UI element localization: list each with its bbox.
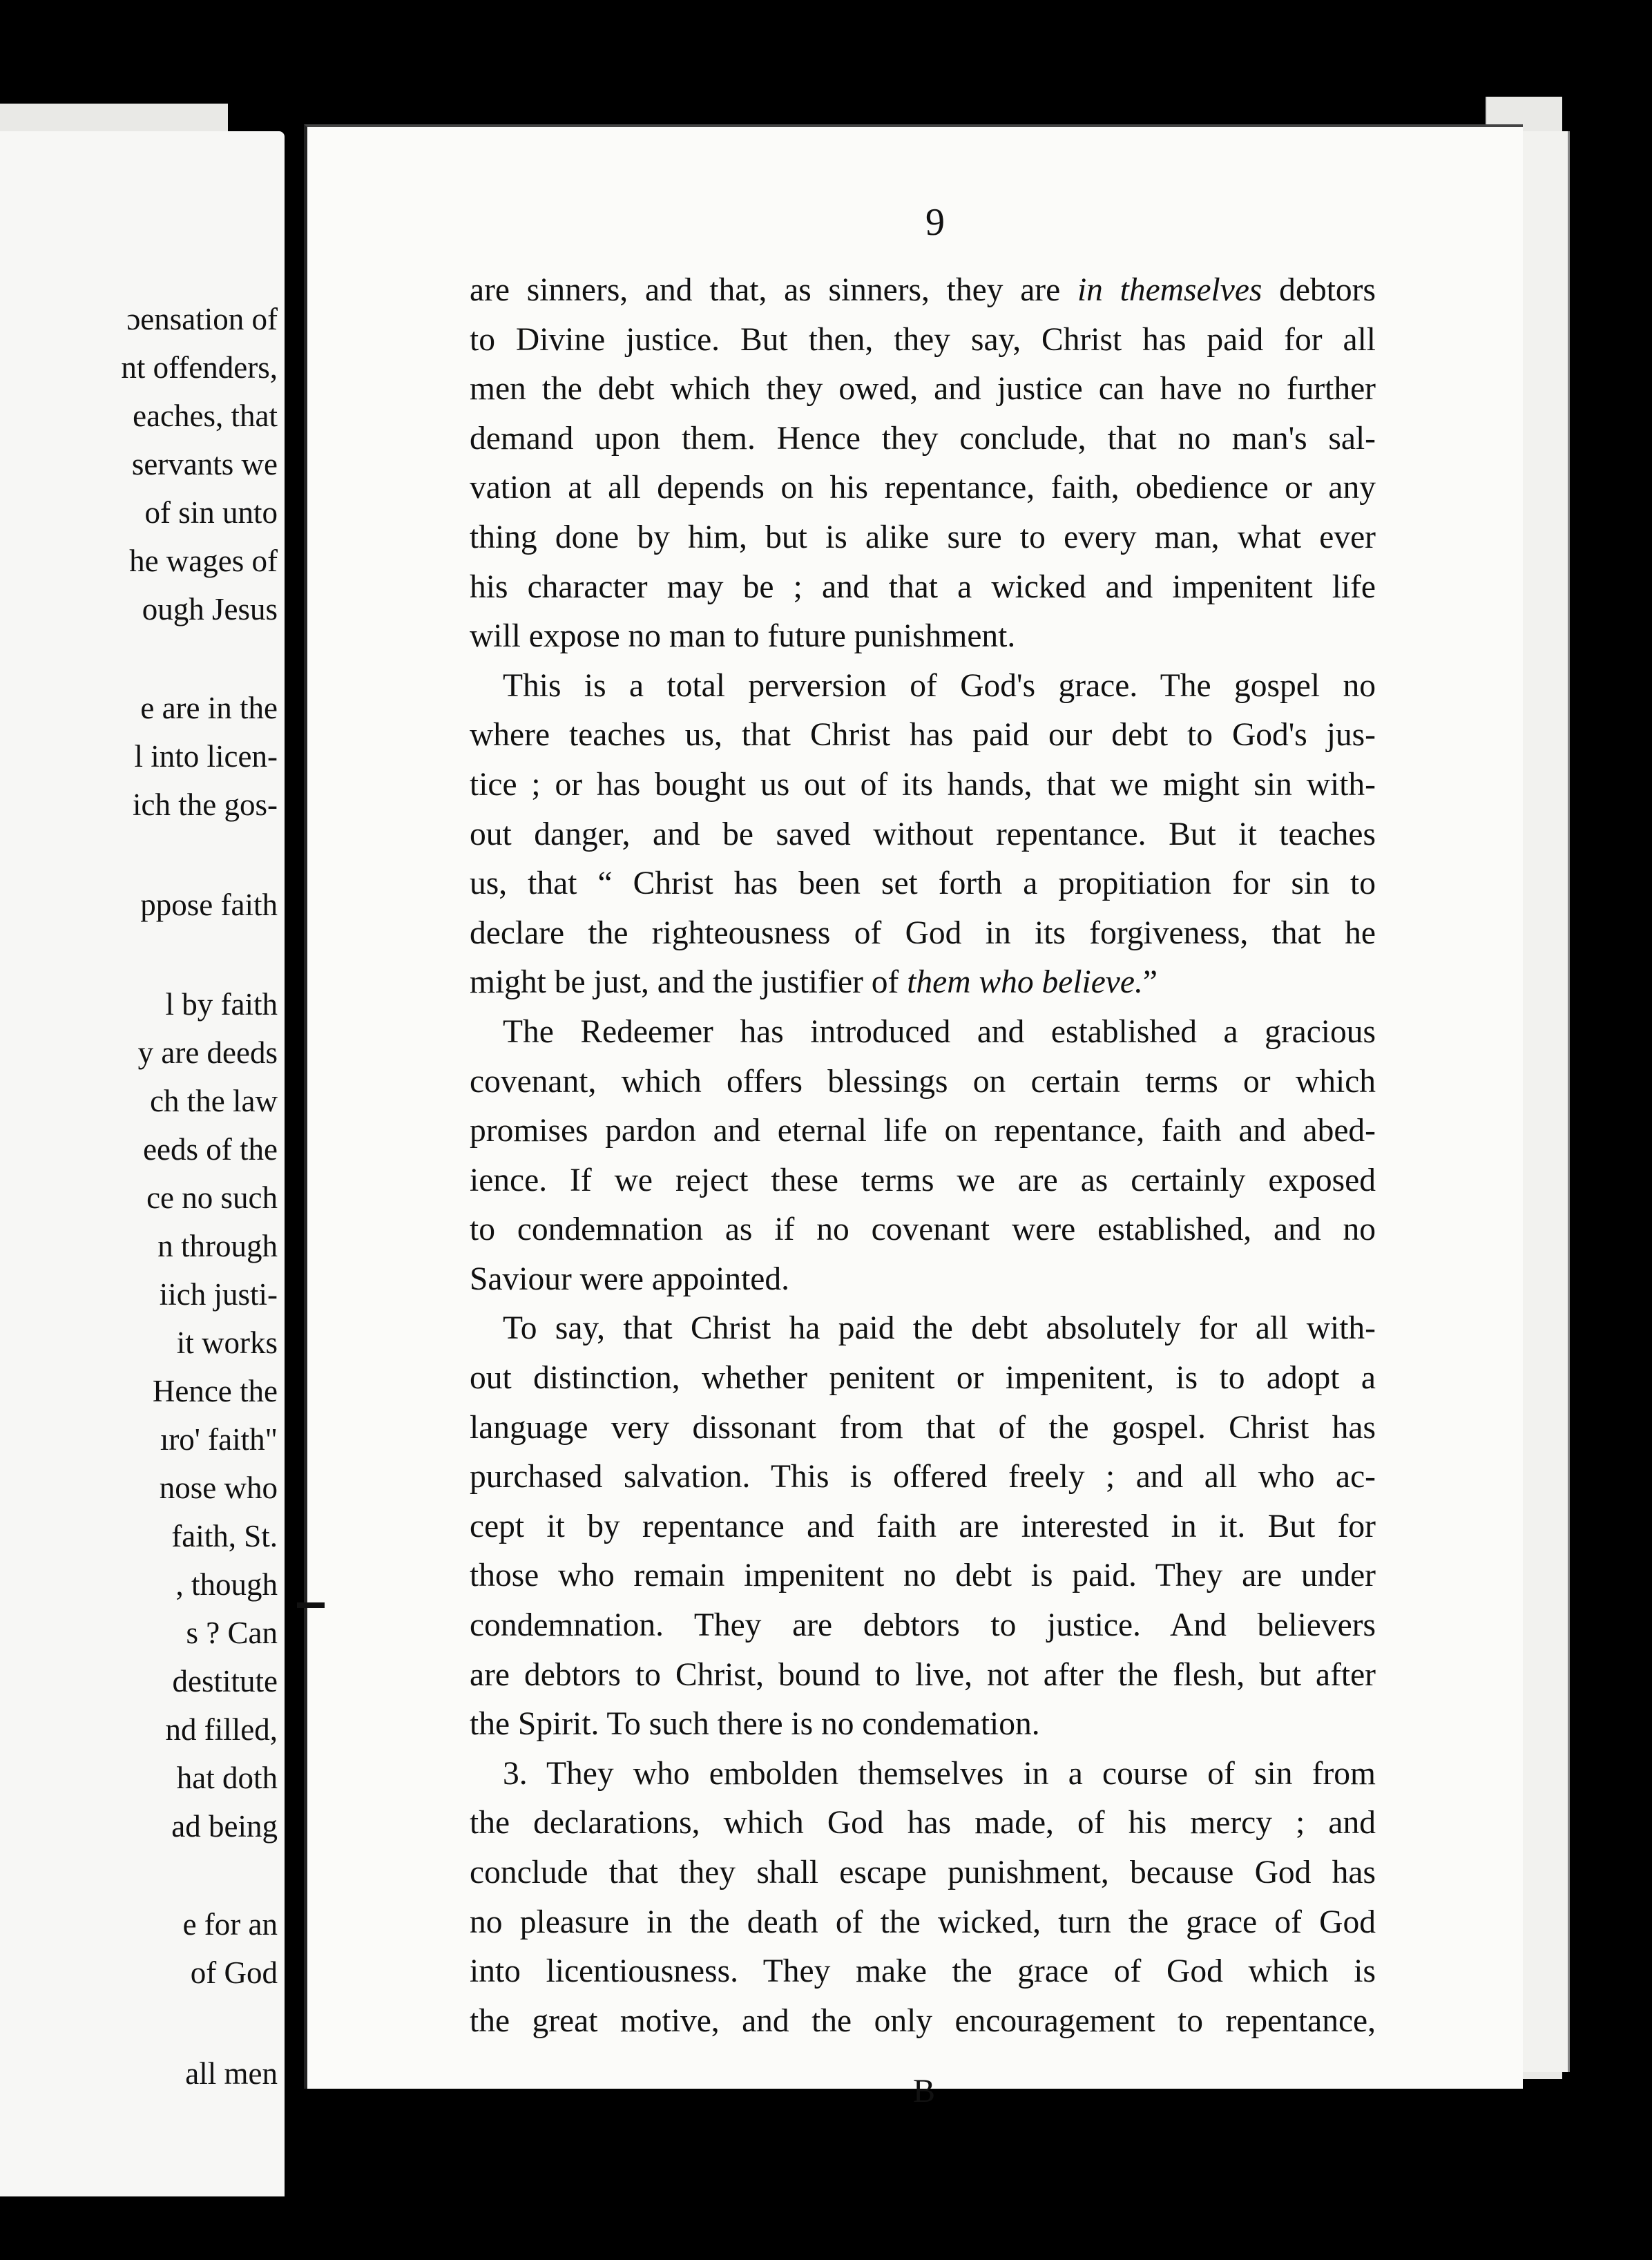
text-line (470, 1898, 1376, 1948)
text-run: purchased salvation. This is offered freely ; and all who ac- (470, 1459, 1376, 1495)
text-line (470, 1255, 1376, 1305)
text-run: declare the righteousness of God in its forgiveness, that he (470, 914, 1376, 951)
text-line (470, 1107, 1376, 1156)
text-line (470, 662, 1376, 711)
text-line (470, 563, 1376, 613)
text-run: language very dissonant from that of the gospel. Christ has (470, 1409, 1376, 1446)
text-run: To say, that Christ ha paid the debt absolutely for all with- (503, 1310, 1376, 1347)
text-line (470, 266, 1376, 316)
text-line (470, 414, 1376, 464)
text-run: them who believe. (907, 964, 1143, 1001)
text-run: tice ; or has bought us out of its hands, that we might sin with- (470, 766, 1376, 803)
text-run: in themselves (1077, 272, 1262, 308)
previous-page-line: eeds of the (143, 1132, 278, 1167)
text-line (470, 1601, 1376, 1651)
text-run: will expose no man to future punishment. (470, 618, 1016, 655)
text-line (470, 513, 1376, 563)
text-run: 3. They who embolden themselves in a course of sin from (503, 1755, 1376, 1792)
previous-page (0, 131, 285, 2196)
previous-page-line: e are in the (140, 691, 278, 725)
text-run: ience. If we reject these terms we are as certainly exposed (470, 1162, 1376, 1198)
previous-page-line: Hence the (152, 1374, 278, 1408)
text-run: us, that “ Christ has been set forth a propitiation for sin to (470, 865, 1376, 902)
text-line (470, 1404, 1376, 1453)
signature-mark: B (913, 2073, 936, 2109)
text-run: covenant, which offers blessings on certain terms or which (470, 1063, 1376, 1100)
previous-page-line: l into licen- (134, 739, 278, 774)
previous-page-line: destitute (172, 1664, 278, 1698)
previous-page-line: nt offenders, (121, 350, 278, 385)
text-run: cept it by repentance and faith are interested in it. But for (470, 1508, 1376, 1544)
text-run: to condemnation as if no covenant were established, and no (470, 1212, 1376, 1248)
text-line (470, 1008, 1376, 1057)
previous-page-line: all men (185, 2056, 278, 2091)
text-run: out distinction, whether penitent or impenitent, is to adopt a (470, 1360, 1376, 1397)
text-run: This is a total perversion of God's grace. The gospel no (503, 667, 1376, 704)
previous-page-line: , though (175, 1567, 278, 1602)
text-run: into licentiousness. They make the grace of God which is (470, 1953, 1376, 1990)
previous-page-line: servants we (131, 447, 278, 481)
text-line (470, 1750, 1376, 1799)
text-run: where teaches us, that Christ has paid our debt to God's jus- (470, 717, 1376, 754)
text-line (470, 1700, 1376, 1750)
text-run: might be just, and the justifier of (470, 964, 907, 1001)
previous-page-line: he wages of (129, 544, 278, 578)
text-run: out danger, and be saved without repentance. But it teaches (470, 816, 1376, 852)
previous-page-line: it works (176, 1325, 278, 1360)
text-line (470, 316, 1376, 365)
text-run: ” (1142, 964, 1158, 1001)
page-body-text (470, 266, 1376, 2046)
previous-page-line: s ? Can (186, 1616, 278, 1650)
previous-page-line: l by faith (165, 987, 278, 1022)
text-run: the declarations, which God has made, of his mercy ; and (470, 1805, 1376, 1841)
text-run: thing done by him, but is alike sure to every man, what ever (470, 519, 1376, 555)
previous-page-line: ch the law (150, 1084, 278, 1118)
text-line (470, 760, 1376, 810)
text-line (470, 1997, 1376, 2047)
previous-page-line: eaches, that (133, 399, 278, 433)
previous-page-line: faith, St. (171, 1519, 278, 1553)
text-run: his character may be ; and that a wicked and impenitent life (470, 568, 1376, 605)
binding-mark (297, 1602, 325, 1608)
text-line (470, 1304, 1376, 1354)
previous-page-line: iich justi- (159, 1277, 278, 1312)
previous-page-line: ich the gos- (133, 787, 278, 822)
previous-page-line: nose who (159, 1471, 278, 1505)
previous-page-line: ppose faith (140, 888, 278, 922)
text-run: are debtors to Christ, bound to live, not after the flesh, but after (470, 1656, 1376, 1693)
text-line (470, 859, 1376, 909)
text-line (470, 958, 1376, 1008)
text-line (470, 463, 1376, 513)
text-line (470, 1551, 1376, 1601)
text-line (470, 1205, 1376, 1255)
previous-page-line: ce no such (146, 1180, 278, 1215)
previous-page-line: y are deeds (137, 1035, 278, 1070)
text-run: those who remain impenitent no debt is paid. They are under (470, 1558, 1376, 1594)
text-run: no pleasure in the death of the wicked, turn the grace of God (470, 1904, 1376, 1940)
text-run: the great motive, and the only encouragement to repentance, (470, 2002, 1376, 2039)
text-run: vation at all depends on his repentance, faith, obedience or any (470, 470, 1376, 506)
text-run: demand upon them. Hence they conclude, that no man's sal- (470, 420, 1376, 457)
previous-page-line: e for an (182, 1907, 278, 1942)
previous-page-line: of sin unto (144, 495, 278, 530)
text-line (470, 1354, 1376, 1404)
text-line (470, 1502, 1376, 1552)
text-run: conclude that they shall escape punishment, because God has (470, 1855, 1376, 1890)
text-line (470, 612, 1376, 662)
previous-page-line: nd filled, (165, 1712, 278, 1747)
text-run: The Redeemer has introduced and established a gracious (503, 1013, 1376, 1050)
text-line (470, 711, 1376, 760)
text-line (470, 810, 1376, 860)
text-run: Saviour were appointed. (470, 1261, 789, 1297)
text-line (470, 909, 1376, 959)
previous-page-line: n through (157, 1229, 278, 1263)
previous-page-line: ad being (171, 1809, 278, 1844)
text-run: condemnation. They are debtors to justice. And believers (470, 1607, 1376, 1644)
text-run: the Spirit. To such there is no condemation. (470, 1706, 1040, 1743)
text-line (470, 1947, 1376, 1997)
text-run: men the debt which they owed, and justice can have no further (470, 371, 1376, 408)
previous-page-line: hat doth (176, 1761, 278, 1795)
previous-page-line: ıro' faith" (160, 1422, 278, 1457)
text-run: promises pardon and eternal life on repentance, faith and abed- (470, 1113, 1376, 1149)
text-line (470, 1651, 1376, 1701)
text-line (470, 1848, 1376, 1898)
text-line (470, 1453, 1376, 1502)
page-number: 9 (925, 201, 945, 244)
text-run: to Divine justice. But then, they say, Christ has paid for all (470, 321, 1376, 358)
previous-page-line: ɔensation of (126, 302, 278, 336)
text-line (470, 365, 1376, 414)
text-run: debtors (1262, 272, 1376, 308)
text-line (470, 1799, 1376, 1848)
text-run: are sinners, and that, as sinners, they are (470, 272, 1077, 308)
previous-page-line: of God (190, 1955, 278, 1990)
previous-page-line: ough Jesus (142, 592, 278, 626)
text-line (470, 1156, 1376, 1206)
text-line (470, 1057, 1376, 1107)
